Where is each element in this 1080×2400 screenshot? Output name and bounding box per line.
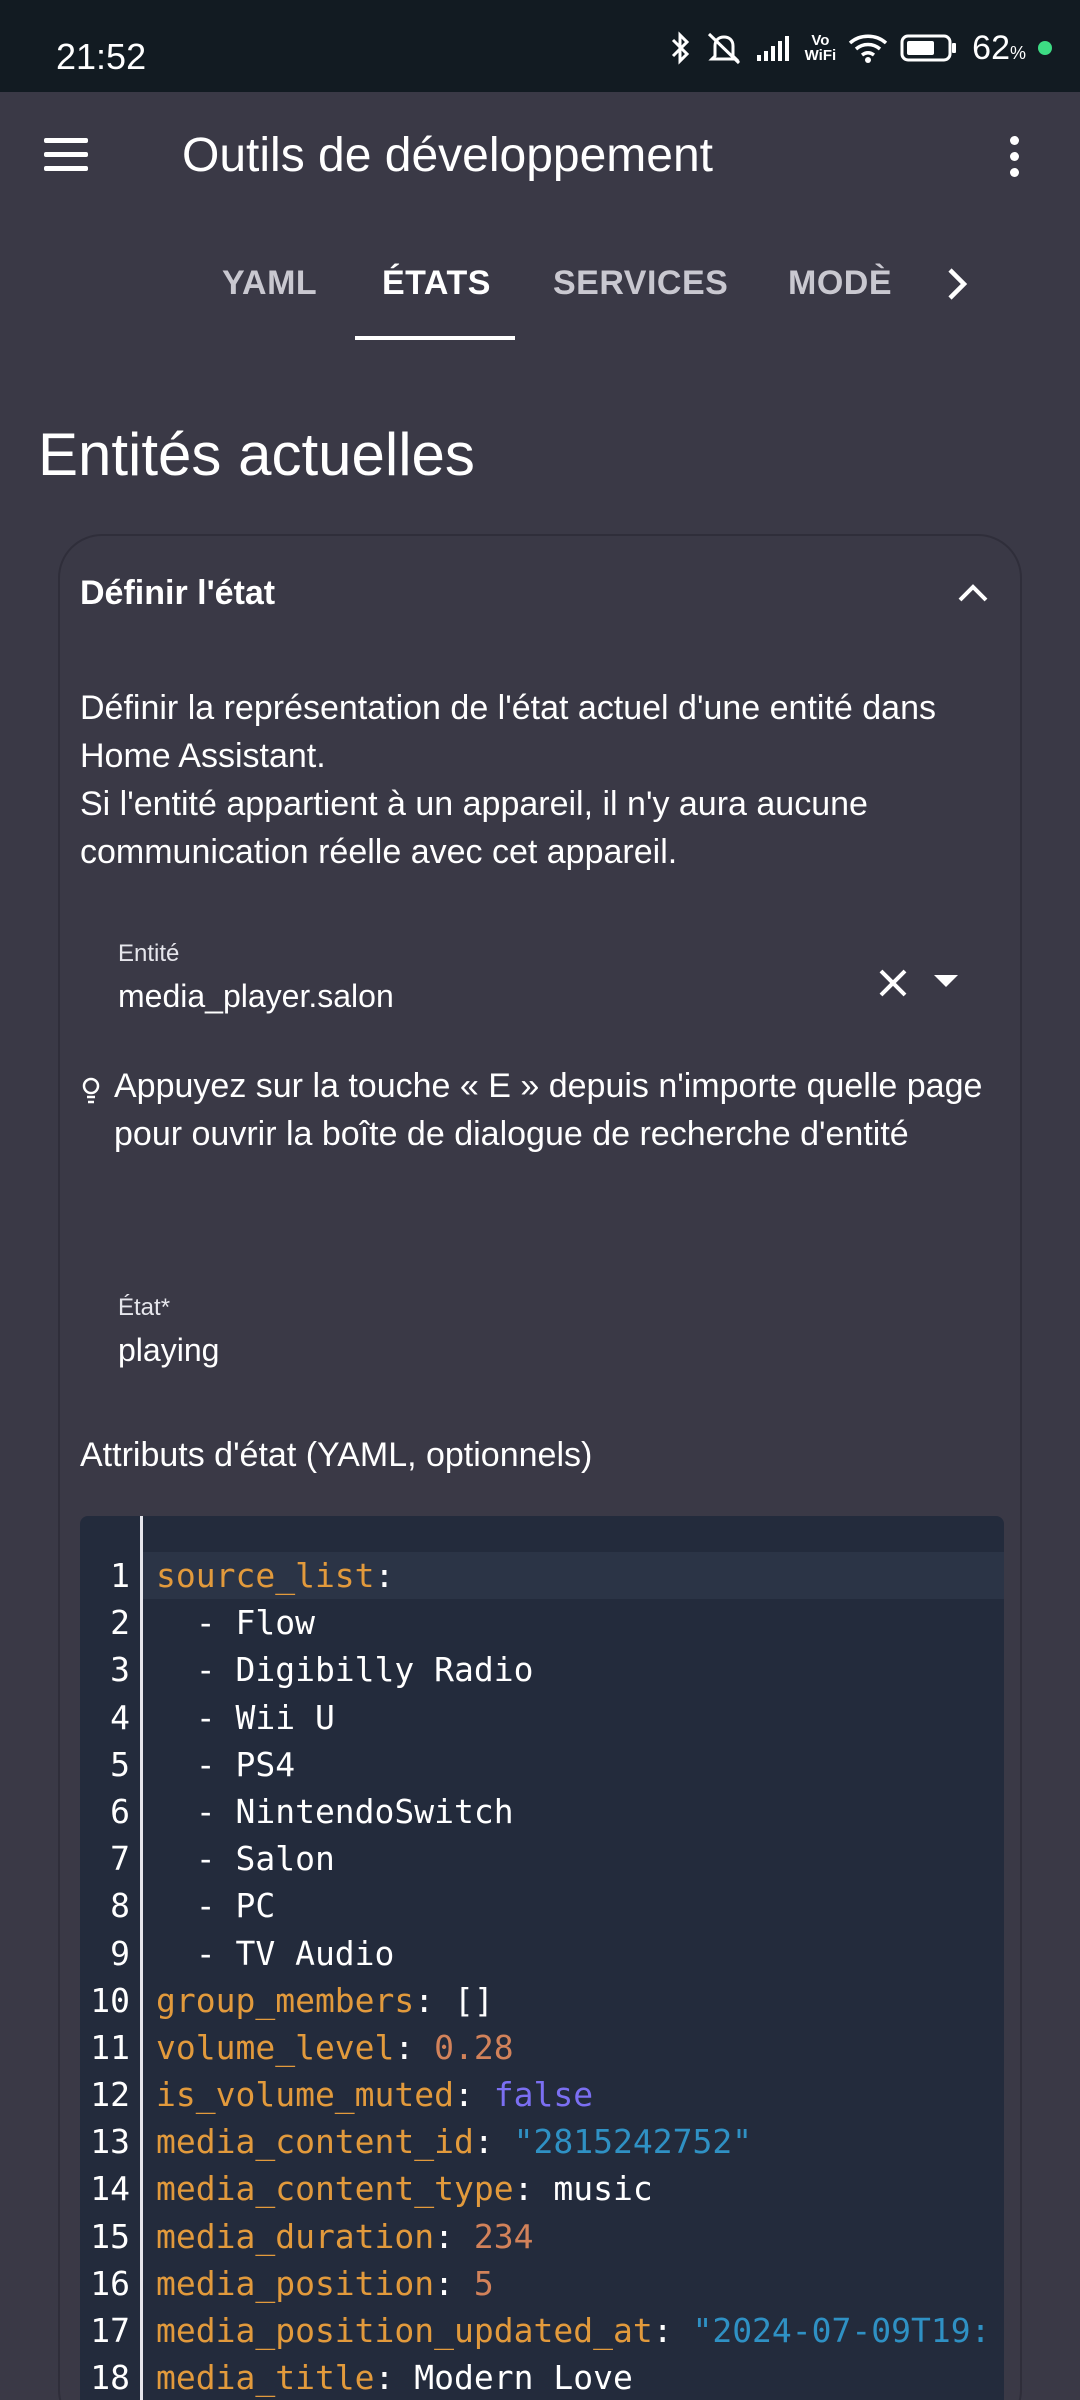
code-line[interactable] <box>80 1646 1004 1693</box>
entity-value[interactable]: media_player.salon <box>118 978 394 1014</box>
line-source <box>156 1788 514 1835</box>
code-line[interactable] <box>80 1741 1004 1788</box>
yaml-value: 234 <box>473 2216 534 2256</box>
line-number: 3 <box>110 1650 130 1690</box>
line-number: 5 <box>110 1744 130 1784</box>
yaml-colon: : <box>414 1980 455 2020</box>
line-source <box>156 2307 990 2354</box>
code-line[interactable] <box>80 2260 1004 2307</box>
app-bar <box>0 92 1080 224</box>
list-item-text: - PS4 <box>156 1744 296 1784</box>
line-number: 8 <box>110 1886 130 1926</box>
state-label: État* <box>118 1294 171 1321</box>
line-source <box>156 2118 752 2165</box>
line-source <box>156 1882 275 1929</box>
section-heading: Entités actuelles <box>38 421 475 488</box>
code-line[interactable] <box>80 2118 1004 2165</box>
yaml-key: media_position <box>156 2263 435 2303</box>
status-bar <box>0 0 1080 92</box>
yaml-key: is_volume_muted <box>156 2075 455 2115</box>
yaml-colon: : <box>473 2122 514 2162</box>
yaml-colon: : <box>454 2075 494 2115</box>
yaml-value: "2815242752" <box>513 2122 753 2162</box>
list-item-text: - PC <box>156 1886 276 1926</box>
tab-bar <box>0 240 1080 344</box>
battery-percent <box>972 29 1026 68</box>
muted-bell-icon <box>705 30 743 66</box>
line-source <box>156 2213 534 2260</box>
yaml-key: media_position_updated_at <box>156 2311 653 2350</box>
active-tab-indicator <box>355 336 515 340</box>
code-lines[interactable] <box>80 1552 1004 2400</box>
line-number: 14 <box>90 2169 130 2209</box>
line-number: 10 <box>90 1980 130 2020</box>
yaml-key: volume_level <box>156 2027 395 2067</box>
code-line[interactable] <box>80 2024 1004 2071</box>
code-line[interactable] <box>80 1694 1004 1741</box>
state-value[interactable]: playing <box>118 1332 220 1368</box>
code-line[interactable] <box>80 1552 1004 1599</box>
list-item-text: - TV Audio <box>156 1933 395 1973</box>
line-source <box>156 1694 335 1741</box>
yaml-value: music <box>553 2169 653 2209</box>
code-line[interactable] <box>80 2165 1004 2212</box>
line-number: 2 <box>110 1603 130 1643</box>
line-source <box>156 1977 494 2024</box>
yaml-key: group_members <box>156 1980 415 2020</box>
line-source <box>156 2260 494 2307</box>
description-line-1: Définir la représentation de l'état actuel d'une entité dans Home Assistant. <box>80 689 936 775</box>
code-line[interactable] <box>80 1788 1004 1835</box>
line-source <box>156 1930 394 1977</box>
chevron-up-icon[interactable] <box>956 582 990 604</box>
tab-etats[interactable]: ÉTATS <box>382 264 491 302</box>
card-title[interactable]: Définir l'état <box>80 574 276 612</box>
charging-dot <box>1038 41 1052 55</box>
code-line[interactable] <box>80 1930 1004 1977</box>
line-number: 16 <box>90 2263 130 2303</box>
line-number: 4 <box>110 1697 130 1737</box>
code-line[interactable] <box>80 2307 1004 2354</box>
attributes-label: Attributs d'état (YAML, optionnels) <box>80 1436 593 1474</box>
clear-icon[interactable] <box>876 966 910 1000</box>
yaml-colon: : <box>374 1556 395 1595</box>
yaml-colon: : <box>434 2263 474 2303</box>
list-item-text: - Salon <box>156 1839 335 1879</box>
yaml-colon: : <box>374 2358 415 2398</box>
line-number: 13 <box>90 2122 130 2162</box>
yaml-key: media_content_id <box>156 2122 474 2162</box>
yaml-value: false <box>493 2075 594 2115</box>
line-source <box>156 2165 653 2212</box>
line-source <box>156 2024 514 2071</box>
tab-modeles[interactable]: MODÈ <box>788 264 892 302</box>
line-number: 18 <box>90 2358 130 2398</box>
list-item-text: - Wii U <box>156 1697 335 1737</box>
entity-field[interactable] <box>118 940 394 1015</box>
list-item-text: - Digibilly Radio <box>156 1650 534 1690</box>
vowifi-icon <box>805 33 837 63</box>
hamburger-icon[interactable] <box>44 138 90 172</box>
lightbulb-icon <box>80 1076 102 1106</box>
wifi-icon <box>848 32 888 64</box>
dropdown-arrow-icon[interactable] <box>932 972 960 990</box>
line-number: 1 <box>110 1556 130 1595</box>
yaml-value: [] <box>454 1980 494 2020</box>
line-source <box>156 2071 593 2118</box>
yaml-key: source_list <box>156 1556 375 1595</box>
line-number: 6 <box>110 1791 130 1831</box>
vowifi-top: Vo <box>811 32 830 49</box>
signal-icon <box>755 33 793 63</box>
battery-value: 62 <box>972 28 1010 67</box>
set-state-card <box>58 534 1022 2400</box>
yaml-value: Modern Love <box>414 2358 633 2398</box>
line-source <box>156 1646 534 1693</box>
yaml-colon: : <box>394 2027 435 2067</box>
page-title: Outils de développement <box>182 129 713 182</box>
code-line[interactable] <box>80 1835 1004 1882</box>
more-vert-icon[interactable] <box>1000 136 1028 180</box>
yaml-code-editor[interactable] <box>80 1516 1004 2400</box>
yaml-key: media_duration <box>156 2216 435 2256</box>
code-line[interactable] <box>80 1977 1004 2024</box>
line-number: 7 <box>110 1839 130 1879</box>
yaml-key: media_content_type <box>156 2169 514 2209</box>
vowifi-bottom: WiFi <box>804 47 837 64</box>
bluetooth-icon <box>669 30 693 66</box>
description-line-2: Si l'entité appartient à un appareil, il n'y aura aucune communication réelle avec cet appareil. <box>80 785 868 871</box>
yaml-value: 5 <box>473 2263 494 2303</box>
status-icons <box>669 28 1052 68</box>
entity-hint <box>80 1062 1000 1158</box>
yaml-colon: : <box>513 2169 554 2209</box>
code-line[interactable] <box>80 1882 1004 1929</box>
tab-yaml[interactable]: YAML <box>222 264 318 302</box>
line-source <box>156 1835 335 1882</box>
battery-icon <box>900 32 958 64</box>
entity-label: Entité <box>118 940 180 967</box>
state-field[interactable] <box>118 1294 219 1369</box>
line-source <box>156 2354 633 2400</box>
yaml-value: 0.28 <box>434 2027 514 2067</box>
yaml-colon: : <box>434 2216 474 2256</box>
card-description <box>80 684 1000 876</box>
status-time: 21:52 <box>56 36 147 77</box>
code-line[interactable] <box>80 2213 1004 2260</box>
yaml-value: "2024-07-09T19: <box>692 2311 991 2350</box>
code-line[interactable] <box>80 1599 1004 1646</box>
line-source <box>156 1741 295 1788</box>
line-number: 15 <box>90 2216 130 2256</box>
chevron-right-icon[interactable] <box>940 264 976 304</box>
line-number: 11 <box>90 2027 130 2067</box>
yaml-key: media_title <box>156 2358 375 2398</box>
line-number: 9 <box>110 1933 130 1973</box>
line-number: 12 <box>90 2075 130 2115</box>
line-source <box>156 1552 394 1599</box>
line-number: 17 <box>90 2311 130 2350</box>
hint-text: Appuyez sur la touche « E » depuis n'importe quelle page pour ouvrir la boîte de dialogue de recherche d'entité <box>114 1067 983 1153</box>
list-item-text: - Flow <box>156 1603 315 1643</box>
line-source <box>156 1599 315 1646</box>
code-line[interactable] <box>80 2354 1004 2400</box>
tab-services[interactable]: SERVICES <box>553 264 729 302</box>
yaml-colon: : <box>652 2311 693 2350</box>
code-line[interactable] <box>80 2071 1004 2118</box>
battery-unit: % <box>1009 42 1026 63</box>
list-item-text: - NintendoSwitch <box>156 1791 514 1831</box>
